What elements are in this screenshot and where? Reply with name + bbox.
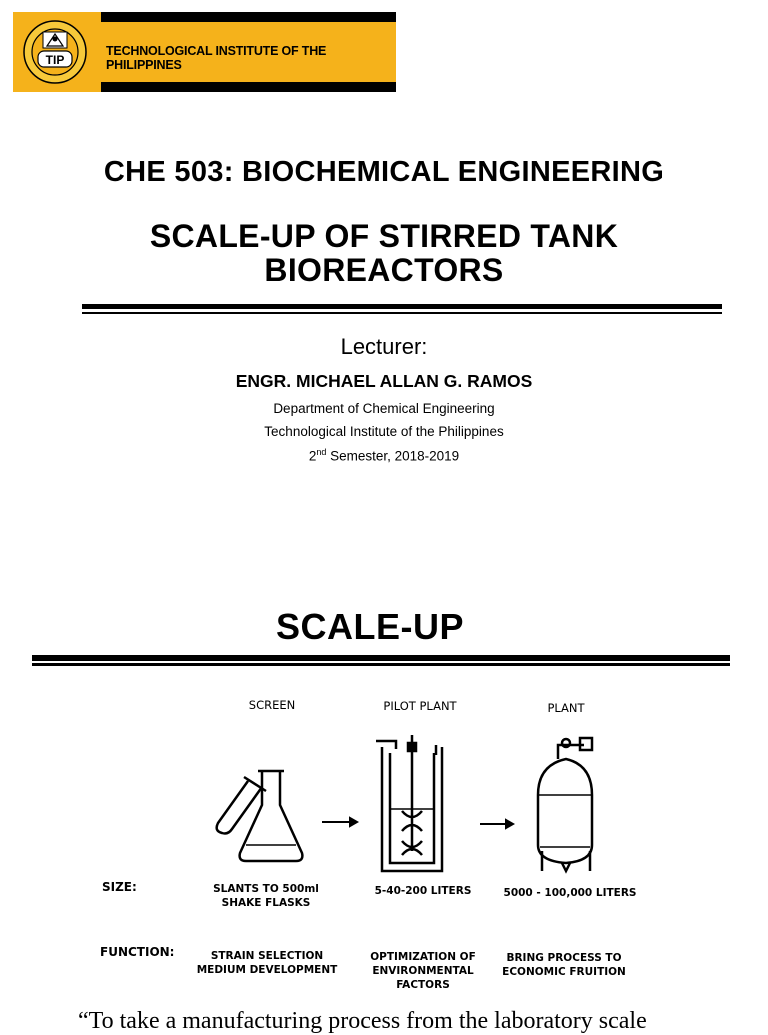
- lecturer-label: Lecturer:: [340, 334, 428, 359]
- lecturer-name: ENGR. MICHAEL ALLAN G. RAMOS: [235, 371, 533, 391]
- scale-up-rule-thin: [32, 663, 730, 666]
- scale-up-title: SCALE-UP: [275, 606, 464, 647]
- shake-flask-icon: [240, 771, 303, 861]
- arrow-icon: [480, 820, 513, 828]
- title-rule-thick: [82, 304, 722, 309]
- function-row-label: FUNCTION:: [100, 945, 175, 959]
- course-title: CHE 503: BIOCHEMICAL ENGINEERING: [103, 156, 665, 188]
- pilot-vessel-icon: [376, 735, 442, 871]
- stage-plant-label: PLANT: [547, 701, 585, 715]
- function-pilot-line1: OPTIMIZATION OF: [370, 951, 476, 963]
- banner-bottom-bar: [101, 82, 396, 92]
- size-screen: [196, 882, 336, 910]
- semester-ordinal: nd: [316, 447, 327, 457]
- quote-text: “To take a manufacturing process from the laboratory scale: [78, 1008, 647, 1034]
- size-row-label: SIZE:: [102, 880, 137, 894]
- tip-seal-logo: [21, 20, 89, 84]
- function-pilot: [356, 950, 490, 992]
- lecture-title-line1: SCALE-UP OF STIRRED TANK: [149, 218, 619, 254]
- stage-screen-label: SCREEN: [248, 698, 296, 712]
- lecture-title-line2: BIOREACTORS: [264, 252, 504, 288]
- size-plant: [500, 886, 640, 900]
- size-plant-line1: 5000 - 100,000 LITERS: [503, 887, 637, 899]
- semester-number: 2: [308, 448, 317, 464]
- scale-up-rule-thick: [32, 655, 730, 661]
- stage-pilot-plant-label: PILOT PLANT: [383, 699, 457, 713]
- header-banner: [13, 12, 396, 92]
- function-screen: [192, 949, 342, 977]
- function-plant: [494, 951, 634, 979]
- size-screen-line1: SLANTS TO 500ml: [213, 883, 319, 895]
- banner-top-bar: [101, 12, 396, 22]
- test-tube-icon: [217, 777, 266, 834]
- department-text: Department of Chemical Engineering: [273, 401, 495, 416]
- scale-up-diagram: [200, 725, 650, 875]
- plant-vessel-icon: [538, 738, 592, 871]
- function-plant-line1: BRING PROCESS TO: [506, 952, 622, 964]
- svg-text:TIP: TIP: [45, 53, 65, 67]
- size-pilot-line1: 5-40-200 LITERS: [374, 885, 472, 897]
- institution-name: TECHNOLOGICAL INSTITUTE OF THE PHILIPPINES: [106, 44, 327, 72]
- function-pilot-line3: FACTORS: [396, 979, 450, 991]
- function-pilot-line2: ENVIRONMENTAL: [372, 965, 474, 977]
- function-screen-line1: STRAIN SELECTION: [210, 950, 324, 962]
- function-screen-line2: MEDIUM DEVELOPMENT: [196, 964, 338, 976]
- size-pilot: [356, 884, 490, 898]
- semester-text: [0, 447, 768, 464]
- semester-rest: Semester, 2018-2019: [326, 448, 460, 464]
- size-screen-line2: SHAKE FLASKS: [221, 897, 311, 909]
- lecture-title: [60, 219, 708, 287]
- function-plant-line2: ECONOMIC FRUITION: [502, 966, 626, 978]
- institute-text: Technological Institute of the Philippines: [264, 424, 504, 439]
- arrow-icon: [322, 818, 357, 826]
- title-rule-thin: [82, 312, 722, 314]
